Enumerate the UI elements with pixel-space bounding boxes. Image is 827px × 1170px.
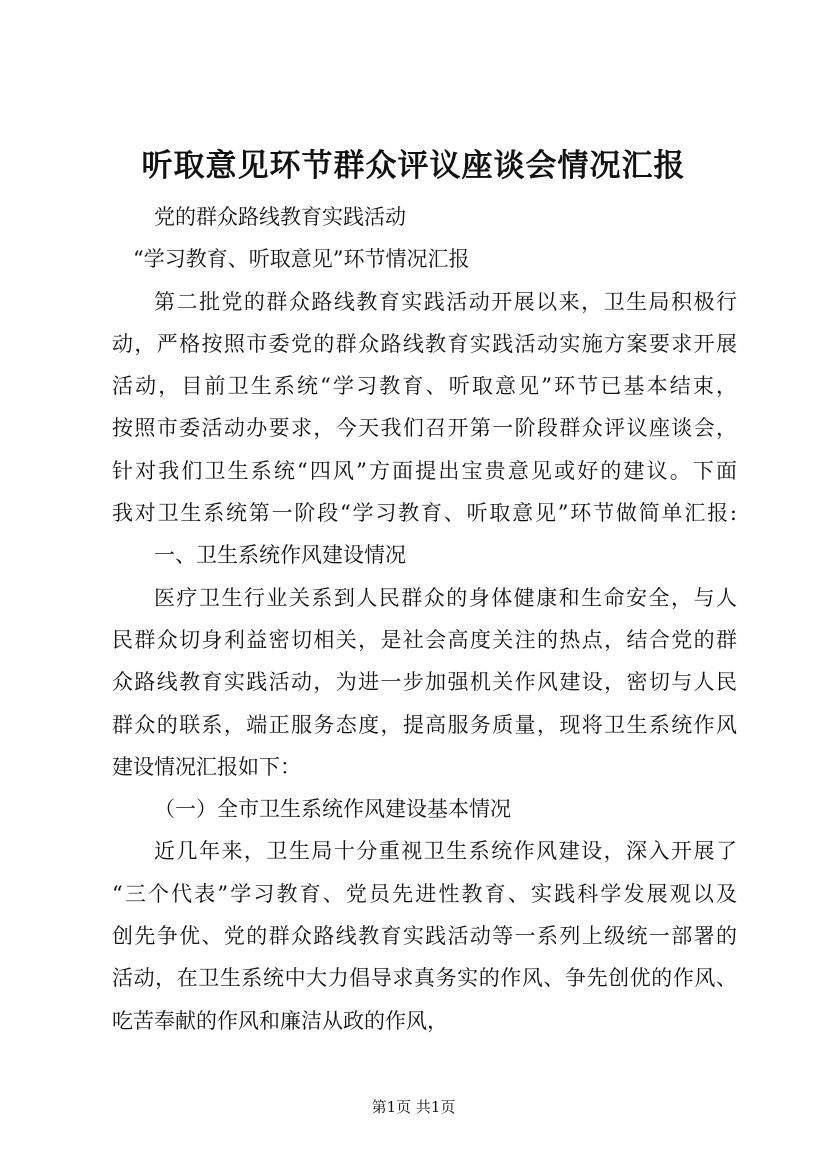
document-body [112, 196, 737, 1042]
paragraph-line: 群众的联系，端正服务态度，提高服务质量，现将卫生系统作风 [112, 712, 737, 737]
paragraph-line: 针对我们卫生系统“四风”方面提出宝贵意见或好的建议。下面 [112, 458, 737, 483]
paragraph-line: 创先争优、党的群众路线教育实践活动等一系列上级统一部署的 [112, 924, 737, 949]
subtitle-line: “学习教育、听取意见”环节情况汇报 [133, 247, 470, 272]
subtitle-line: 党的群众路线教育实践活动 [154, 205, 406, 229]
paragraph-line: 近几年来，卫生局十分重视卫生系统作风建设，深入开展了 [154, 839, 737, 864]
section-heading: 一、卫生系统作风建设情况 [154, 543, 406, 568]
paragraph-line: 众路线教育实践活动，为进一步加强机关作风建设，密切与人民 [112, 670, 737, 695]
paragraph-line: 民群众切身利益密切相关，是社会高度关注的热点，结合党的群 [112, 627, 737, 652]
subsection-heading: （一）全市卫生系统作风建设基本情况 [154, 797, 511, 822]
paragraph-line: 按照市委活动办要求，今天我们召开第一阶段群众评议座谈会， [112, 416, 737, 441]
paragraph-line: “三个代表”学习教育、党员先进性教育、实践科学发展观以及 [112, 881, 737, 906]
paragraph-line: 第二批党的群众路线教育实践活动开展以来，卫生局积极行 [154, 289, 737, 314]
paragraph-line: 我对卫生系统第一阶段“学习教育、听取意见”环节做简单汇报: [112, 501, 737, 526]
paragraph-line: 医疗卫生行业关系到人民群众的身体健康和生命安全，与人 [154, 585, 737, 610]
document-title: 听取意见环节群众评议座谈会情况汇报 [141, 148, 686, 184]
paragraph-line: 活动，在卫生系统中大力倡导求真务实的作风、争先创优的作风、 [112, 966, 737, 991]
paragraph-line: 活动，目前卫生系统“学习教育、听取意见”环节已基本结束， [112, 374, 737, 399]
paragraph-line: 动，严格按照市委党的群众路线教育实践活动实施方案要求开展 [112, 331, 737, 356]
paragraph-line: 建设情况汇报如下： [112, 754, 301, 779]
page-number-footer: 第1页 共1页 [371, 1098, 456, 1116]
paragraph-line: 吃苦奉献的作风和廉洁从政的作风， [112, 1008, 448, 1033]
